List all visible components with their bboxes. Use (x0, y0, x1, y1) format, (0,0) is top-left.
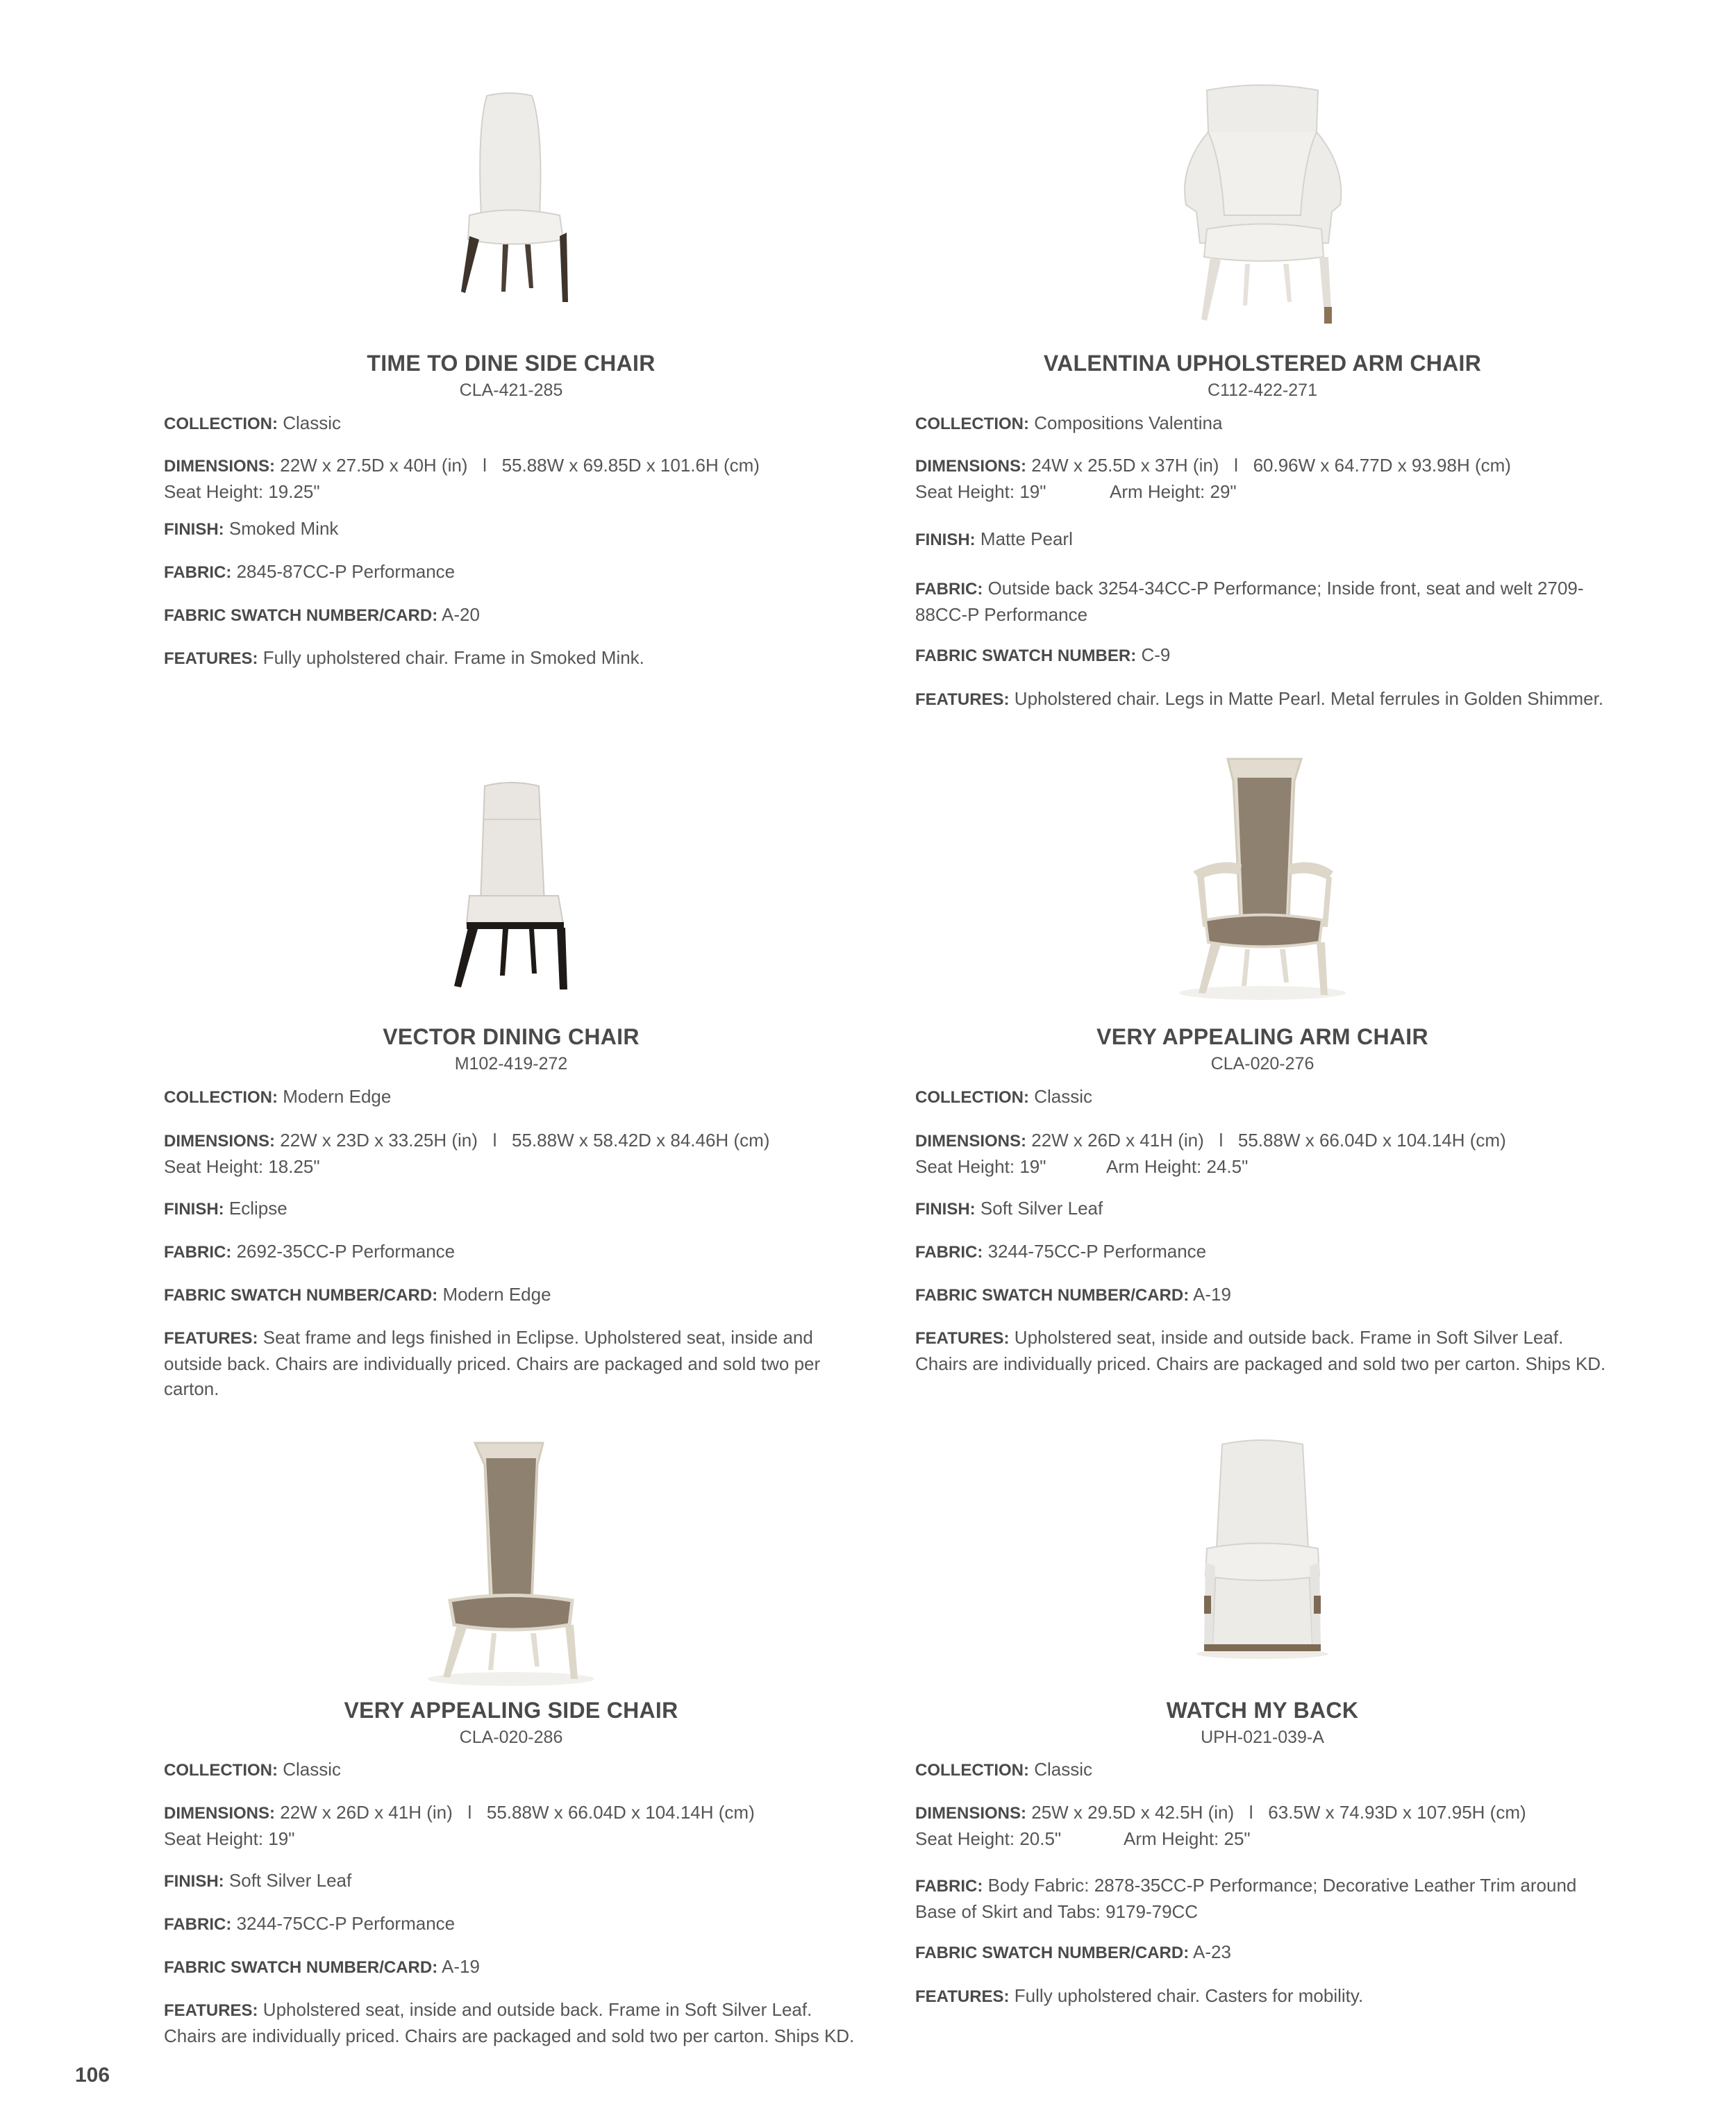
fabric-row (915, 1873, 1610, 1924)
fabric-label: FABRIC: (915, 1877, 983, 1896)
dimensions-row (915, 453, 1610, 504)
collection-row (164, 1757, 858, 1783)
product-sku: CLA-020-276 (1210, 1054, 1314, 1073)
fabric-row (164, 559, 858, 585)
swatch-value: C-9 (1141, 644, 1171, 665)
arm-height: Arm Height: 29" (1110, 481, 1237, 502)
swatch-label: FABRIC SWATCH NUMBER/CARD: (915, 1944, 1190, 1962)
host-chair-skirted-icon (915, 1437, 1610, 1715)
seat-height: Seat Height: 18.25" (164, 1156, 320, 1177)
collection-row (915, 1757, 1610, 1783)
seat-height: Seat Height: 20.5" (915, 1828, 1062, 1849)
collection-value: Modern Edge (283, 1086, 392, 1107)
seat-height: Seat Height: 19" (915, 481, 1046, 502)
swatch-label: FABRIC SWATCH NUMBER/CARD: (164, 1286, 438, 1305)
features-label: FEATURES: (915, 1329, 1010, 1348)
swatch-row (915, 1282, 1610, 1308)
finish-value: Soft Silver Leaf (980, 1198, 1103, 1219)
features-row (915, 686, 1610, 712)
finish-row (164, 516, 858, 542)
dimensions-row (164, 453, 858, 504)
features-row (164, 1325, 858, 1401)
finish-label: FINISH: (164, 1200, 224, 1219)
collection-label: COLLECTION: (915, 415, 1029, 433)
fabric-value: Outside back 3254-34CC-P Performance; Inside front, seat and welt 2709-88CC-P Performance (915, 578, 1584, 625)
swatch-row (164, 602, 858, 628)
collection-row (915, 1084, 1610, 1110)
seat-height: Seat Height: 19" (164, 1828, 295, 1849)
product-sku: C112-422-271 (1208, 381, 1317, 400)
swatch-row (164, 1282, 858, 1308)
fabric-label: FABRIC: (164, 1243, 232, 1262)
swatch-row (164, 1954, 858, 1980)
dimensions-value: 24W x 25.5D x 37H (in) l 60.96W x 64.77D x 93.98H (cm) (1031, 455, 1511, 476)
swatch-row (915, 642, 1610, 669)
product-sku: UPH-021-039-A (1201, 1728, 1324, 1747)
wing-arm-chair-icon (915, 83, 1610, 361)
features-row (164, 1997, 858, 2048)
features-value: Fully upholstered chair. Frame in Smoked Mink. (262, 647, 644, 668)
fabric-value: 2845-87CC-P Performance (236, 561, 456, 582)
swatch-label: FABRIC SWATCH NUMBER/CARD: (164, 606, 438, 625)
dimensions-row (164, 1128, 858, 1179)
collection-row (164, 410, 858, 437)
features-row (164, 645, 858, 671)
arm-height: Arm Height: 24.5" (1106, 1156, 1249, 1177)
fabric-row (915, 576, 1610, 627)
fabric-label: FABRIC: (164, 1915, 232, 1934)
product-name: WATCH MY BACK (1166, 1698, 1359, 1723)
dimensions-value: 22W x 26D x 41H (in) l 55.88W x 66.04D x 104.14H (cm) (280, 1802, 755, 1823)
swatch-value: A-20 (442, 604, 480, 625)
collection-label: COLLECTION: (164, 1761, 278, 1780)
swatch-row (915, 1939, 1610, 1966)
dimensions-row (164, 1800, 858, 1851)
dimensions-label: DIMENSIONS: (164, 1132, 276, 1151)
dimensions-label: DIMENSIONS: (164, 1804, 276, 1823)
finish-label: FINISH: (915, 1200, 976, 1219)
dimensions-value: 22W x 27.5D x 40H (in) l 55.88W x 69.85D x 101.6H (cm) (280, 455, 760, 476)
finish-label: FINISH: (164, 520, 224, 539)
finish-row (915, 526, 1610, 553)
collection-value: Classic (283, 1759, 342, 1780)
features-label: FEATURES: (915, 690, 1010, 709)
product-name: VECTOR DINING CHAIR (383, 1024, 640, 1049)
swatch-value: A-23 (1193, 1941, 1231, 1962)
fabric-row (164, 1911, 858, 1937)
fabric-value: 2692-35CC-P Performance (236, 1241, 456, 1262)
features-value: Fully upholstered chair. Casters for mobility. (1014, 1985, 1364, 2006)
dimensions-value: 25W x 29.5D x 42.5H (in) l 63.5W x 74.93D x 107.95H (cm) (1031, 1802, 1526, 1823)
fabric-row (915, 1239, 1610, 1265)
collection-label: COLLECTION: (915, 1761, 1029, 1780)
swatch-value: Modern Edge (442, 1284, 551, 1305)
features-label: FEATURES: (164, 649, 258, 668)
dimensions-value: 22W x 23D x 33.25H (in) l 55.88W x 58.42D x 84.46H (cm) (280, 1130, 770, 1151)
dining-chair-dark-legs-icon (164, 778, 858, 1055)
side-chair-silver-icon (164, 1437, 858, 1715)
arm-chair-silver-icon (915, 753, 1610, 1031)
finish-value: Soft Silver Leaf (228, 1870, 352, 1891)
swatch-label: FABRIC SWATCH NUMBER/CARD: (915, 1286, 1190, 1305)
finish-row (164, 1196, 858, 1222)
product-name: VERY APPEALING ARM CHAIR (1096, 1024, 1428, 1049)
collection-value: Compositions Valentina (1034, 412, 1223, 433)
finish-value: Matte Pearl (980, 528, 1073, 549)
collection-value: Classic (283, 412, 342, 433)
seat-height: Seat Height: 19" (915, 1156, 1046, 1177)
product-name: TIME TO DINE SIDE CHAIR (367, 351, 656, 376)
features-label: FEATURES: (915, 1987, 1010, 2006)
finish-row (915, 1196, 1610, 1222)
fabric-value: 3244-75CC-P Performance (236, 1913, 456, 1934)
product-name: VERY APPEALING SIDE CHAIR (344, 1698, 678, 1723)
dimensions-label: DIMENSIONS: (164, 457, 276, 476)
features-value: Seat frame and legs finished in Eclipse. Upholstered seat, inside and outside back. Chairs are individually priced. Chairs are packaged and sold two per carton. (164, 1327, 821, 1399)
side-chair-white-icon (164, 90, 858, 368)
swatch-label: FABRIC SWATCH NUMBER/CARD: (164, 1958, 438, 1977)
product-sku: CLA-421-285 (459, 381, 563, 400)
dimensions-label: DIMENSIONS: (915, 1804, 1027, 1823)
fabric-row (164, 1239, 858, 1265)
fabric-value: Body Fabric: 2878-35CC-P Performance; Decorative Leather Trim around Base of Skirt and Tabs: 9179-79CC (915, 1875, 1577, 1922)
finish-value: Eclipse (228, 1198, 287, 1219)
finish-row (164, 1868, 858, 1894)
swatch-value: A-19 (442, 1956, 480, 1977)
collection-label: COLLECTION: (164, 415, 278, 433)
swatch-value: A-19 (1193, 1284, 1231, 1305)
product-sku: CLA-020-286 (459, 1728, 563, 1747)
arm-height: Arm Height: 25" (1124, 1828, 1251, 1849)
fabric-label: FABRIC: (164, 563, 232, 582)
collection-label: COLLECTION: (915, 1088, 1029, 1107)
product-name: VALENTINA UPHOLSTERED ARM CHAIR (1043, 351, 1482, 376)
seat-height: Seat Height: 19.25" (164, 481, 320, 502)
collection-row (164, 1084, 858, 1110)
features-value: Upholstered chair. Legs in Matte Pearl. Metal ferrules in Golden Shimmer. (1014, 688, 1604, 709)
dimensions-value: 22W x 26D x 41H (in) l 55.88W x 66.04D x 104.14H (cm) (1031, 1130, 1506, 1151)
collection-row (915, 410, 1610, 437)
dimensions-row (915, 1800, 1610, 1851)
collection-label: COLLECTION: (164, 1088, 278, 1107)
dimensions-label: DIMENSIONS: (915, 457, 1027, 476)
fabric-label: FABRIC: (915, 1243, 983, 1262)
dimensions-row (915, 1128, 1610, 1179)
fabric-value: 3244-75CC-P Performance (987, 1241, 1207, 1262)
features-row (915, 1325, 1610, 1376)
finish-label: FINISH: (915, 530, 976, 549)
collection-value: Classic (1034, 1759, 1093, 1780)
page-number: 106 (75, 2064, 110, 2087)
features-value: Upholstered seat, inside and outside back. Frame in Soft Silver Leaf. Chairs are individually priced. Chairs are packaged and sold two per carton. Ships KD. (164, 1999, 855, 2046)
features-label: FEATURES: (164, 1329, 258, 1348)
features-value: Upholstered seat, inside and outside back. Frame in Soft Silver Leaf. Chairs are individually priced. Chairs are packaged and sold two per carton. Ships KD. (915, 1327, 1606, 1374)
swatch-label: FABRIC SWATCH NUMBER: (915, 646, 1137, 665)
fabric-label: FABRIC: (915, 580, 983, 599)
product-sku: M102-419-272 (454, 1054, 568, 1073)
collection-value: Classic (1034, 1086, 1093, 1107)
finish-label: FINISH: (164, 1872, 224, 1891)
features-row (915, 1983, 1610, 2010)
finish-value: Smoked Mink (228, 518, 339, 539)
features-label: FEATURES: (164, 2001, 258, 2020)
dimensions-label: DIMENSIONS: (915, 1132, 1027, 1151)
